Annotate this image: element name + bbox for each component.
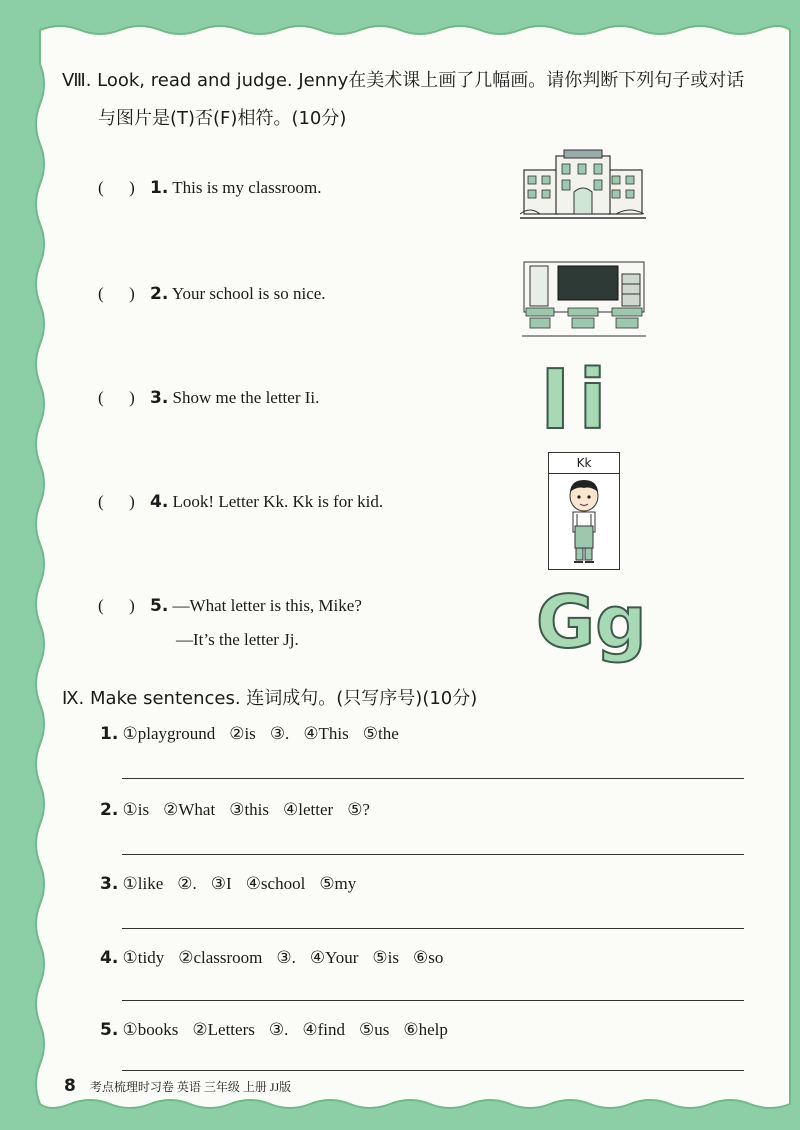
- word-option: ①is: [122, 800, 150, 819]
- word-option: ①tidy: [122, 948, 165, 967]
- sentence-item-3: [100, 874, 370, 894]
- word-option: ②is: [229, 724, 256, 743]
- answer-line-2[interactable]: [122, 854, 744, 855]
- classroom-picture: [522, 250, 646, 338]
- sentence-item-4: [100, 948, 457, 968]
- sentence-item-2: [100, 800, 384, 820]
- word-option: ①like: [122, 874, 164, 893]
- item-number: 1.: [150, 178, 169, 198]
- page-footer: [64, 1076, 291, 1096]
- word-option: ②.: [177, 874, 197, 893]
- word-option: ④letter: [283, 800, 334, 819]
- word-option: ②classroom: [178, 948, 263, 967]
- item-text: Your school is so nice.: [171, 284, 326, 303]
- judge-item-2: [98, 284, 326, 304]
- word-option: ③.: [276, 948, 296, 967]
- sentence-item-1: [100, 724, 413, 744]
- word-option: ④Your: [309, 948, 359, 967]
- judge-item-5: [98, 596, 362, 616]
- word-option: ④school: [245, 874, 306, 893]
- word-option: ⑤us: [358, 1020, 390, 1039]
- judge-item-5-line2: —It’s the letter Jj.: [176, 630, 299, 649]
- word-option: ③.: [268, 1020, 289, 1039]
- item-number: 1.: [100, 724, 119, 744]
- word-option: ⑤my: [319, 874, 357, 893]
- letter-ii-picture: Ii: [540, 353, 615, 448]
- word-option: ④find: [302, 1020, 345, 1039]
- judge-item-4: [98, 492, 383, 512]
- item-number: 2.: [150, 284, 169, 304]
- item-number: 4.: [150, 492, 169, 512]
- answer-line-5[interactable]: [122, 1070, 744, 1071]
- item-text: Show me the letter Ii.: [172, 388, 320, 407]
- item-text: —What letter is this, Mike?: [172, 596, 362, 615]
- judge-item-1: [98, 178, 321, 198]
- answer-blank[interactable]: ( ): [98, 388, 135, 407]
- word-option: ⑤the: [362, 724, 399, 743]
- item-number: 5.: [150, 596, 169, 616]
- school-building-picture: [520, 148, 646, 220]
- word-option: ③.: [269, 724, 290, 743]
- word-option: ⑥help: [403, 1020, 448, 1039]
- kid-icon: [549, 474, 619, 568]
- sentence-item-5: [100, 1020, 462, 1040]
- answer-line-4[interactable]: [122, 1000, 744, 1001]
- word-option: ③this: [229, 800, 270, 819]
- word-option: ②Letters: [192, 1020, 255, 1039]
- answer-line-1[interactable]: [122, 778, 744, 779]
- item-number: 3.: [150, 388, 169, 408]
- item-number: 4.: [100, 948, 119, 968]
- section8-title-line1: Ⅷ. Look, read and judge. Jenny在美术课上画了几幅画。请你判断下列句子或对话: [62, 70, 745, 91]
- item-text: Look! Letter Kk. Kk is for kid.: [172, 492, 384, 511]
- footer-text: 考点梳理时习卷 英语 三年级 上册 JJ版: [89, 1080, 292, 1094]
- word-option: ③I: [210, 874, 232, 893]
- word-option: ⑤?: [347, 800, 370, 819]
- judge-item-3: [98, 388, 319, 408]
- answer-blank[interactable]: ( ): [98, 284, 135, 303]
- answer-blank[interactable]: ( ): [98, 596, 135, 615]
- word-option: ②What: [163, 800, 216, 819]
- answer-line-3[interactable]: [122, 928, 744, 929]
- item-text: This is my classroom.: [172, 178, 322, 197]
- word-option: ④This: [303, 724, 349, 743]
- answer-blank[interactable]: ( ): [98, 178, 135, 197]
- letter-gg-picture: Gg: [536, 580, 647, 664]
- word-option: ①playground: [122, 724, 216, 743]
- item-number: 5.: [100, 1020, 119, 1040]
- word-option: ⑥so: [412, 948, 444, 967]
- kk-card-label: Kk: [549, 453, 619, 474]
- item-number: 2.: [100, 800, 119, 820]
- section8-title-line2: 与图片是(T)否(F)相符。(10分): [98, 108, 347, 129]
- word-option: ⑤is: [372, 948, 399, 967]
- kk-card-picture: [548, 452, 620, 570]
- section9-title: Ⅸ. Make sentences. 连词成句。(只写序号)(10分): [62, 688, 478, 709]
- page-number: 8: [64, 1076, 76, 1096]
- answer-blank[interactable]: ( ): [98, 492, 135, 511]
- word-option: ①books: [122, 1020, 179, 1039]
- item-number: 3.: [100, 874, 119, 894]
